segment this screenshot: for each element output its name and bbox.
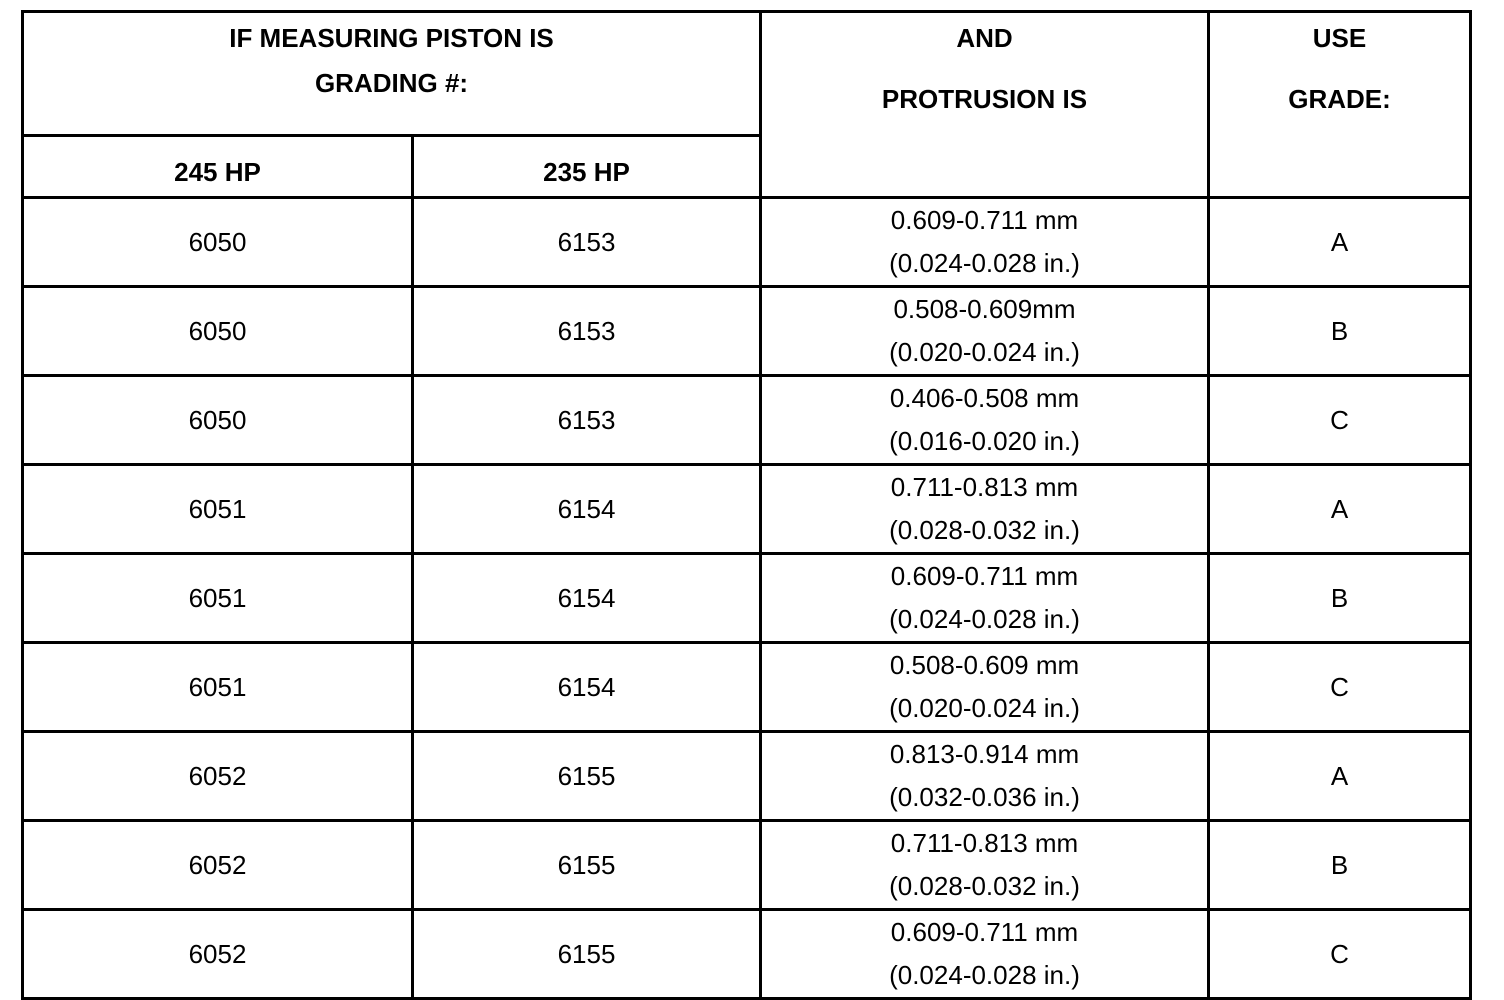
cell-grade: C [1209, 910, 1471, 999]
header-grade-line2: GRADE: [1288, 84, 1391, 114]
header-protrusion [761, 12, 1209, 198]
header-use-grade [1209, 12, 1471, 198]
protrusion-mm: 0.609-0.711 mm [890, 561, 1079, 591]
cell-245-hp: 6052 [23, 732, 413, 821]
header-235-hp: 235 HP [413, 136, 761, 198]
cell-grade: B [1209, 821, 1471, 910]
cell-protrusion [761, 198, 1209, 287]
cell-grade: A [1209, 465, 1471, 554]
cell-245-hp: 6052 [23, 910, 413, 999]
cell-235-hp: 6154 [413, 643, 761, 732]
header-measuring-line1: IF MEASURING PISTON IS [229, 23, 554, 53]
protrusion-inch: (0.028-0.032 in.) [889, 515, 1080, 545]
header-measuring-piston [23, 12, 761, 136]
protrusion-mm: 0.508-0.609mm [893, 294, 1076, 324]
table-row [23, 376, 1471, 465]
cell-235-hp: 6155 [413, 910, 761, 999]
cell-235-hp: 6154 [413, 465, 761, 554]
cell-235-hp: 6154 [413, 554, 761, 643]
table-row [23, 643, 1471, 732]
cell-235-hp: 6153 [413, 376, 761, 465]
protrusion-mm: 0.609-0.711 mm [890, 205, 1079, 235]
header-grade-line1: USE [1312, 23, 1367, 53]
cell-grade: A [1209, 198, 1471, 287]
protrusion-mm: 0.406-0.508 mm [889, 383, 1080, 413]
cell-protrusion [761, 465, 1209, 554]
cell-235-hp: 6155 [413, 821, 761, 910]
piston-grade-table [21, 10, 1472, 1000]
cell-235-hp: 6155 [413, 732, 761, 821]
protrusion-mm: 0.813-0.914 mm [889, 739, 1080, 769]
cell-245-hp: 6051 [23, 554, 413, 643]
protrusion-inch: (0.016-0.020 in.) [889, 426, 1080, 456]
cell-245-hp: 6050 [23, 376, 413, 465]
header-measuring-line2: GRADING #: [314, 68, 469, 98]
protrusion-mm: 0.609-0.711 mm [890, 917, 1079, 947]
header-245-hp: 245 HP [23, 136, 413, 198]
cell-grade: C [1209, 376, 1471, 465]
protrusion-inch: (0.024-0.028 in.) [889, 960, 1080, 990]
cell-245-hp: 6051 [23, 643, 413, 732]
table-row [23, 821, 1471, 910]
cell-protrusion [761, 287, 1209, 376]
cell-protrusion [761, 732, 1209, 821]
cell-grade: A [1209, 732, 1471, 821]
protrusion-inch: (0.020-0.024 in.) [889, 337, 1080, 367]
cell-protrusion [761, 554, 1209, 643]
protrusion-mm: 0.508-0.609 mm [889, 650, 1080, 680]
protrusion-inch: (0.024-0.028 in.) [889, 604, 1080, 634]
cell-protrusion [761, 910, 1209, 999]
cell-protrusion [761, 376, 1209, 465]
cell-protrusion [761, 821, 1209, 910]
cell-235-hp: 6153 [413, 287, 761, 376]
protrusion-mm: 0.711-0.813 mm [890, 472, 1079, 502]
table-row [23, 465, 1471, 554]
cell-grade: B [1209, 287, 1471, 376]
cell-245-hp: 6050 [23, 198, 413, 287]
table-row [23, 287, 1471, 376]
protrusion-inch: (0.028-0.032 in.) [889, 871, 1080, 901]
cell-245-hp: 6051 [23, 465, 413, 554]
header-protrusion-line2: PROTRUSION IS [881, 84, 1088, 114]
protrusion-inch: (0.020-0.024 in.) [889, 693, 1080, 723]
cell-245-hp: 6050 [23, 287, 413, 376]
protrusion-mm: 0.711-0.813 mm [890, 828, 1079, 858]
protrusion-inch: (0.032-0.036 in.) [889, 782, 1080, 812]
cell-245-hp: 6052 [23, 821, 413, 910]
protrusion-inch: (0.024-0.028 in.) [889, 248, 1080, 278]
table-row [23, 554, 1471, 643]
header-protrusion-line1: AND [956, 23, 1013, 53]
cell-grade: B [1209, 554, 1471, 643]
table-row [23, 198, 1471, 287]
table-body [23, 198, 1471, 999]
cell-235-hp: 6153 [413, 198, 761, 287]
table-row [23, 732, 1471, 821]
cell-protrusion [761, 643, 1209, 732]
table-row [23, 910, 1471, 999]
cell-grade: C [1209, 643, 1471, 732]
